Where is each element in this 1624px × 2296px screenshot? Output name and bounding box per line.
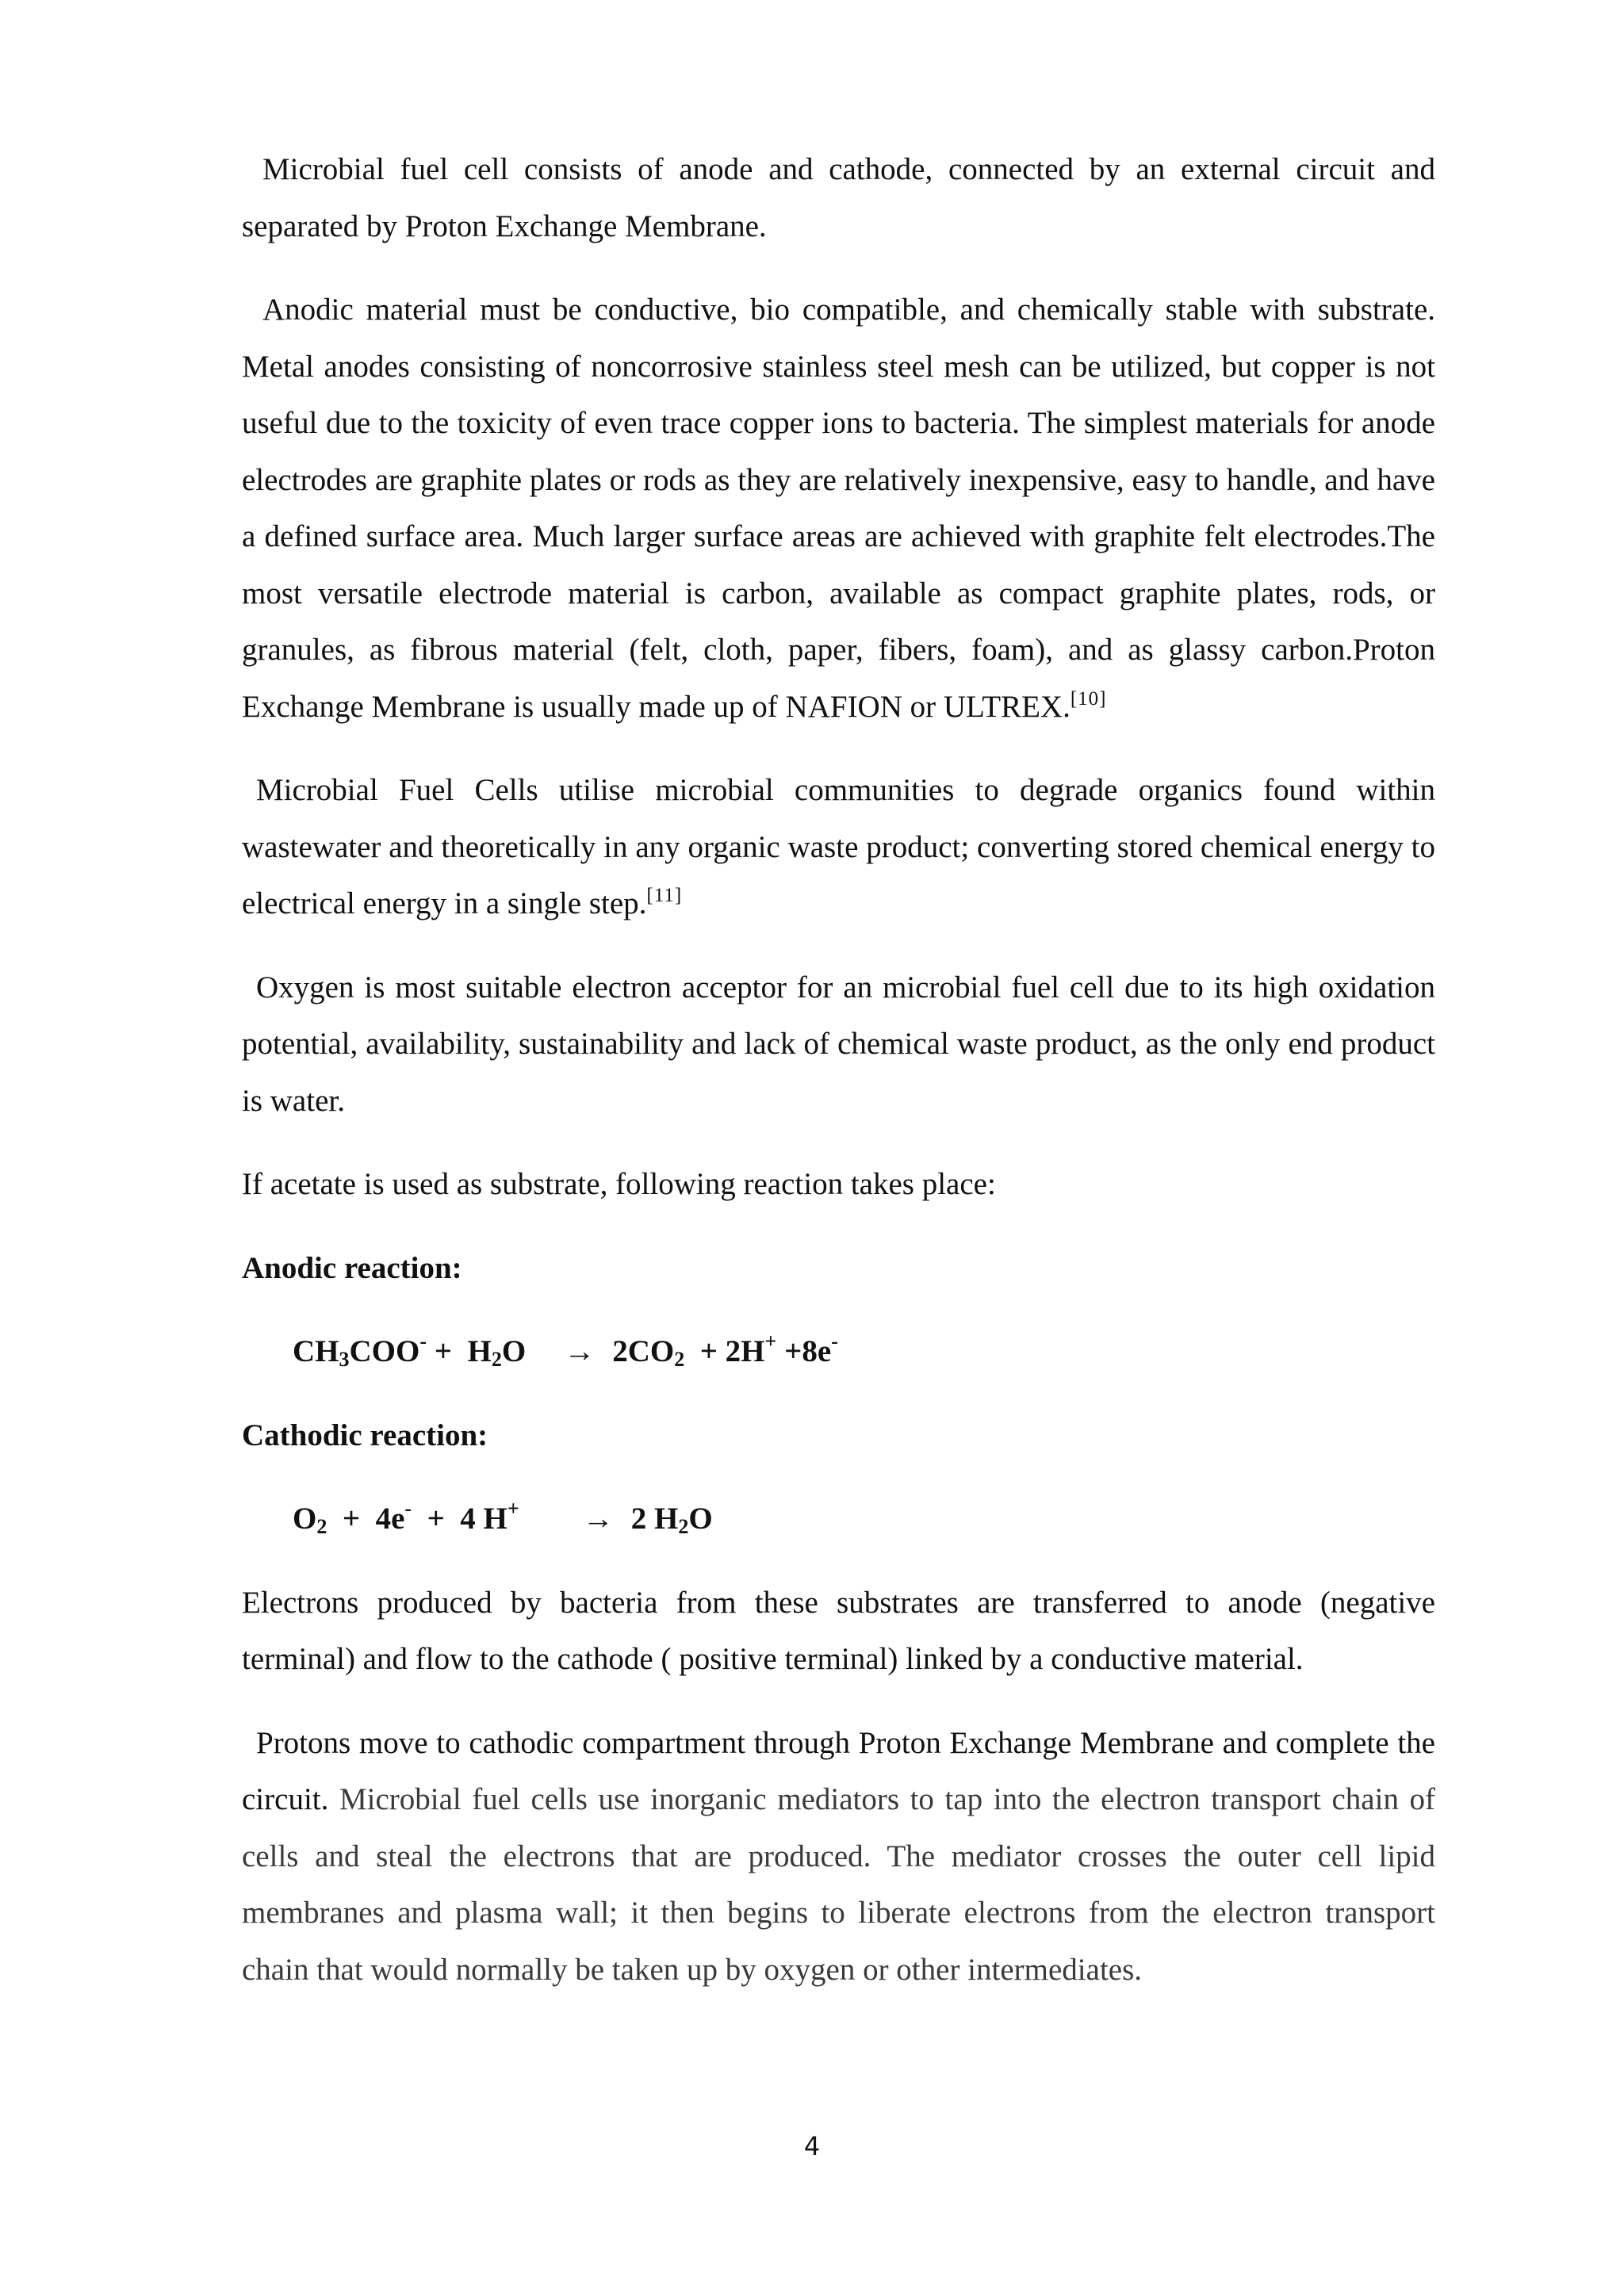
product-protons [725,1330,777,1368]
citation-ref: [10] [1070,687,1107,710]
eq-text: COO [349,1334,420,1368]
eq-plus: + [684,1334,726,1368]
paragraph-text: Oxygen is most suitable electron acceptor for an microbial fuel cell due to its high oxidation potential, availability, sustainability and lack of chemical waste product, as the only end product is water. [242,970,1435,1118]
reactant-acetate [293,1330,427,1371]
eq-text: 2 H [630,1502,679,1536]
reaction-arrow: → [582,1502,614,1536]
eq-text: +8e [776,1334,832,1368]
paragraph-oxygen-acceptor [242,959,1435,1130]
eq-plus: + [327,1502,376,1536]
page-body [242,141,1435,2025]
eq-text: H [467,1334,492,1368]
equation-anodic [242,1323,1435,1380]
paragraph-electron-flow [242,1575,1435,1688]
paragraph-text: If acetate is used as substrate, following reaction takes place: [242,1167,996,1201]
paragraph-text: Protons move to cathodic compartment through Proton Exchange Membrane and complete the circuit. [242,1725,1435,1816]
equation-cathodic [242,1490,1435,1548]
heading-cathodic-reaction: Cathodic reaction: [242,1418,488,1452]
eq-text: O [293,1502,317,1536]
eq-text: 4e [375,1502,405,1536]
eq-subscript: 3 [339,1348,350,1371]
paragraph-text: Microbial fuel cell consists of anode and cathode, connected by an external circuit and separated by Proton Exchange Membrane. [242,152,1435,243]
eq-text: O [501,1334,527,1368]
reaction-arrow: → [564,1334,596,1368]
reactant-water [467,1334,527,1371]
paragraph-proton-movement [242,1715,1435,1999]
paragraph-text: Anodic material must be conductive, bio compatible, and chemically stable with substrate. Metal anodes consisting of noncorrosive stainless steel mesh can be utilized, but copper is not useful due to the toxicity of even trace copper ions to bacteria. The simplest materials for anode electrodes are graphite plates or rods as they are relatively inexpensive, easy to handle, and have a defined surface area. Much larger surface areas are achieved with graphite felt electrodes.The most versatile electrode material is carbon, available as compact graphite plates, rods, or granules, as fibrous material (felt, cloth, paper, fibers, foam), and as glassy carbon.Proton Exchange Membrane is usually made up of NAFION or ULTREX. [242,293,1435,724]
eq-subscript: 2 [491,1348,502,1371]
paragraph-mfc-overview [242,141,1435,254]
product-co2 [612,1334,685,1371]
product-water [631,1502,713,1536]
eq-text: 4 H [460,1502,508,1536]
eq-text: CH [293,1334,339,1368]
eq-text: 2H [725,1334,765,1368]
eq-text: 2CO [612,1334,675,1368]
eq-subscript: 2 [678,1515,689,1538]
eq-plus: + [412,1502,461,1536]
eq-superscript: - [831,1330,838,1353]
eq-superscript: - [419,1330,427,1353]
paragraph-anode-materials [242,281,1435,735]
eq-superscript: + [507,1497,519,1520]
heading-anodic-reaction: Anodic reaction: [242,1250,462,1285]
eq-text: O [688,1502,713,1536]
paragraph-text: Microbial Fuel Cells utilise microbial communities to degrade organics found within wastewater and theoretically in any organic waste product; converting stored chemical energy to electrical energy in a single step. [242,773,1435,920]
eq-superscript: - [404,1497,412,1520]
paragraph-text: Electrons produced by bacteria from these substrates are transferred to anode (negative terminal) and flow to the cathode ( positive terminal) linked by a conductive material. [242,1585,1435,1676]
reactant-oxygen [293,1502,327,1536]
page-number: 4 [803,2131,821,2161]
paragraph-text-mediators: Microbial fuel cells use inorganic mediators to tap into the electron transport chain of cells and steal the electrons that are produced. The mediator crosses the outer cell lipid membranes and plasma wall; it then begins to liberate electrons from the electron transport chain that would normally be taken up by oxygen or other intermediates. [242,1782,1436,1987]
reactant-electrons [375,1497,412,1536]
eq-subscript: 2 [674,1348,685,1371]
paragraph-microbial-communities [242,762,1435,932]
product-electrons [776,1330,838,1368]
paragraph-acetate-intro [242,1156,1435,1213]
reactant-protons [460,1497,519,1536]
eq-superscript: + [764,1330,777,1353]
eq-plus: + [427,1334,468,1368]
citation-ref: [11] [646,885,683,906]
eq-subscript: 2 [316,1515,327,1538]
